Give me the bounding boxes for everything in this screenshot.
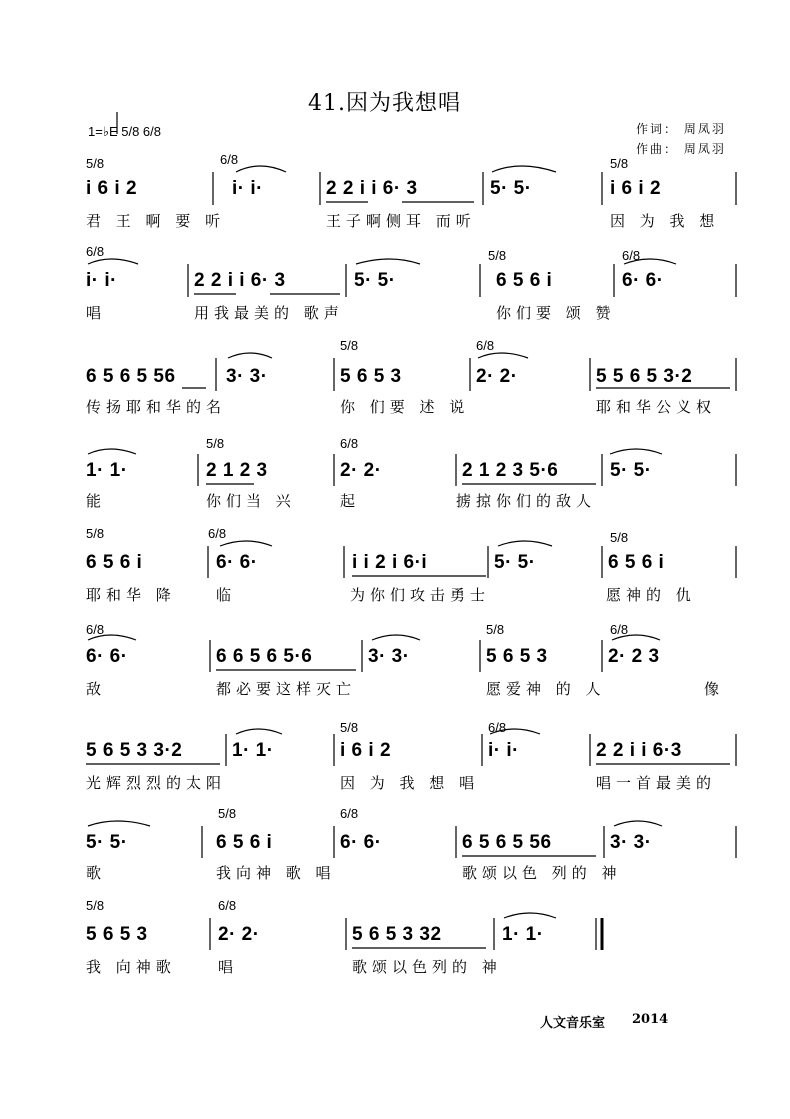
measure: 6 5 6 i: [216, 832, 273, 853]
lyric-line: 敌: [86, 680, 107, 698]
lyric-line: 唱一首最美的: [596, 774, 717, 792]
lyric-line: 你们要 颂 赞: [496, 304, 616, 322]
measure: 2 2 i i 6·3: [596, 740, 682, 761]
lyric-line: 我 向神歌: [86, 958, 176, 976]
measure: 5· 5·: [490, 178, 532, 199]
measure: 6· 6·: [622, 270, 664, 291]
lyric-line: 歌颂以色 列的 神: [462, 864, 622, 882]
composer-credit: 作曲： 周凤羽: [636, 142, 726, 156]
time-signature: 6/8: [340, 436, 359, 451]
measure: i i 2 i 6·i: [352, 552, 428, 573]
time-signature: 5/8: [86, 526, 105, 541]
measure: 5· 5·: [354, 270, 396, 291]
time-signature: 5/8: [610, 530, 629, 545]
time-signature: 5/8: [86, 898, 105, 913]
measure: i· i·: [86, 270, 117, 291]
measure: 6 6 5 6 5·6: [216, 646, 313, 667]
measure: 5 6 5 3: [340, 366, 402, 387]
measure: i 6 i 2: [86, 178, 138, 199]
footer-credit: 人文音乐室: [540, 1016, 606, 1031]
lyric-line: 用我最美的 歌声: [194, 304, 344, 322]
lyric-line: 因 为 我 想 唱: [340, 774, 480, 792]
time-signature: 5/8: [610, 156, 629, 171]
lyric-line: 王子啊侧耳 而听: [326, 212, 476, 230]
time-signature: 5/8: [486, 622, 505, 637]
lyric-line: 歌颂以色列的 神: [352, 958, 502, 976]
lyric-line: 传扬耶和华的名: [86, 398, 227, 416]
measure: 6· 6·: [340, 832, 382, 853]
lyric-line: 都必要这样灭亡: [216, 680, 357, 698]
lyric-line: 君 王 啊 要 听: [86, 212, 226, 230]
lyric-line: 你 们要 述 说: [340, 398, 470, 416]
lyric-line: 愿神的 仇: [606, 586, 696, 604]
time-signature: 5/8: [488, 248, 507, 263]
time-signature: 6/8: [476, 338, 495, 353]
measure: 5· 5·: [494, 552, 536, 573]
time-signature: 6/8: [488, 720, 507, 735]
measure: 5· 5·: [610, 460, 652, 481]
key-signature: 1=♭E 5/8 6/8: [88, 124, 161, 139]
measure: i 6 i 2: [340, 740, 392, 761]
measure: 2· 2·: [340, 460, 382, 481]
measure: 2· 2 3: [608, 646, 660, 667]
measure: 6 5 6 5 56: [462, 832, 552, 853]
measure: 5 6 5 3 3·2: [86, 740, 183, 761]
lyric-line: 为你们攻击勇士: [350, 586, 491, 604]
time-signature: 6/8: [86, 244, 105, 259]
measure: 6 5 6 i: [608, 552, 665, 573]
measure: 5 6 5 3: [86, 924, 148, 945]
lyric-line: 耶和华公义权: [596, 398, 717, 416]
measure: i 6 i 2: [610, 178, 662, 199]
time-signature: 6/8: [218, 898, 237, 913]
lyric-line: 唱: [86, 304, 107, 322]
measure: 1· 1·: [232, 740, 274, 761]
time-signature: 6/8: [86, 622, 105, 637]
time-signature: 6/8: [622, 248, 641, 263]
time-signature: 5/8: [218, 806, 237, 821]
measure: 5· 5·: [86, 832, 128, 853]
lyric-line: 临: [216, 586, 237, 604]
lyric-line: 你们当 兴: [206, 492, 296, 510]
lyric-line: 因 为 我 想: [610, 212, 720, 230]
lyric-line: 愿爱神 的 人: [486, 680, 606, 698]
measure: i· i·: [488, 740, 519, 761]
measure: 5 5 6 5 3·2: [596, 366, 693, 387]
measure: 6· 6·: [216, 552, 258, 573]
time-signature: 6/8: [208, 526, 227, 541]
time-signature: 5/8: [340, 720, 359, 735]
time-signature: 5/8: [86, 156, 105, 171]
lyricist-credit: 作词： 周凤羽: [636, 122, 726, 136]
lyric-line: 歌: [86, 864, 107, 882]
measure: 1· 1·: [502, 924, 544, 945]
measure: 2 1 2 3: [206, 460, 268, 481]
measure: 2 2 i i 6· 3: [194, 270, 286, 291]
measure: 6 5 6 i: [86, 552, 143, 573]
time-signature: 6/8: [610, 622, 629, 637]
lyric-line: 能: [86, 492, 107, 510]
measure: 5 6 5 3: [486, 646, 548, 667]
measure: 3· 3·: [610, 832, 652, 853]
lyric-line: 耶和华 降: [86, 586, 176, 604]
lyric-line: 起: [340, 492, 361, 510]
lyric-line: 像: [704, 680, 725, 698]
measure: 2 1 2 3 5·6: [462, 460, 559, 481]
time-signature: 6/8: [220, 152, 239, 167]
measure: 3· 3·: [368, 646, 410, 667]
time-signature: 5/8: [340, 338, 359, 353]
measure: 5 6 5 3 32: [352, 924, 442, 945]
time-signature: 6/8: [340, 806, 359, 821]
measure: 2· 2·: [476, 366, 518, 387]
lyric-line: 掳掠你们的敌人: [456, 492, 597, 510]
measure: 6 5 6 i: [496, 270, 553, 291]
measure: 6· 6·: [86, 646, 128, 667]
measure: i· i·: [232, 178, 263, 199]
lyric-line: 唱: [218, 958, 239, 976]
measure: 2· 2·: [218, 924, 260, 945]
song-title: 41.因为我想唱: [308, 91, 461, 116]
measure: 2 2 i i 6· 3: [326, 178, 418, 199]
measure: 3· 3·: [226, 366, 268, 387]
lyric-line: 我向神 歌 唱: [216, 864, 336, 882]
measure: 6 5 6 5 56: [86, 366, 176, 387]
measure: 1· 1·: [86, 460, 128, 481]
lyric-line: 光辉烈烈的太阳: [86, 774, 227, 792]
footer-year: 2014: [632, 1012, 669, 1027]
time-signature: 5/8: [206, 436, 225, 451]
